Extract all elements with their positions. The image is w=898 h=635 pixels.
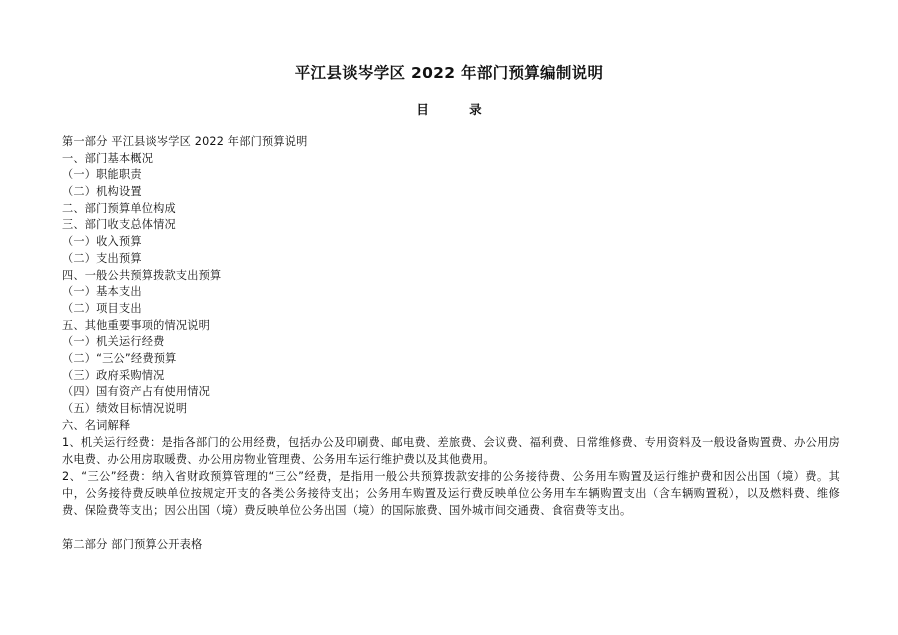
table-of-contents — [62, 134, 842, 434]
toc-item: 一、部门基本概况 — [62, 151, 154, 165]
toc-item: （四）国有资产占有使用情况 — [62, 385, 211, 399]
toc-item: （一）职能职责 — [62, 168, 142, 182]
toc-item: 四、一般公共预算拨款支出预算 — [62, 268, 222, 282]
toc-item: （一）机关运行经费 — [62, 335, 165, 349]
toc-item: （二）机构设置 — [62, 185, 142, 199]
toc-heading: 目 录 — [416, 102, 500, 117]
toc-item: 第一部分 平江县谈岑学区 2022 年部门预算说明 — [62, 135, 308, 148]
toc-item: （一）基本支出 — [62, 285, 142, 299]
toc-item: （三）政府采购情况 — [62, 368, 165, 382]
toc-item: （二）支出预算 — [62, 251, 142, 265]
glossary-entry-operating-funds: 1、机关运行经费：是指各部门的公用经费，包括办公及印刷费、邮电费、差旅费、会议费、福利费、日常维修费、专用资料及一般设备购置费、办公用房水电费、办公用房取暖费、办公用房物业管理费、公务用车运行维护费以及其他费用。 — [62, 436, 840, 466]
glossary-entry-three-public-funds: 2、“三公”经费：纳入省财政预算管理的“三公”经费，是指用一般公共预算拨款安排的公务接待费、公务用车购置及运行维护费和因公出国（境）费。其中，公务接待费反映单位按规定开支的各类公务接待支出；公务用车购置及运行费反映单位公务用车车辆购置支出（含车辆购置税），以及燃料费、维修费、保险费等支出；因公出国（境）费反映单位公务出国（境）的国际旅费、国外城市间交通费、食宿费等支出。 — [62, 470, 840, 517]
toc-item: 二、部门预算单位构成 — [62, 201, 176, 215]
toc-item: 六、名词解释 — [62, 418, 131, 432]
toc-item: （一）收入预算 — [62, 235, 142, 249]
toc-item: （二）“三公”经费预算 — [62, 351, 177, 365]
toc-item: （五）绩效目标情况说明 — [62, 402, 188, 415]
toc-item: 五、其他重要事项的情况说明 — [62, 318, 211, 332]
document-title: 平江县谈岑学区 2022 年部门预算编制说明 — [294, 64, 604, 82]
part-two-heading: 第二部分 部门预算公开表格 — [62, 538, 203, 551]
toc-item: （二）项目支出 — [62, 301, 142, 315]
toc-item: 三、部门收支总体情况 — [62, 218, 176, 232]
